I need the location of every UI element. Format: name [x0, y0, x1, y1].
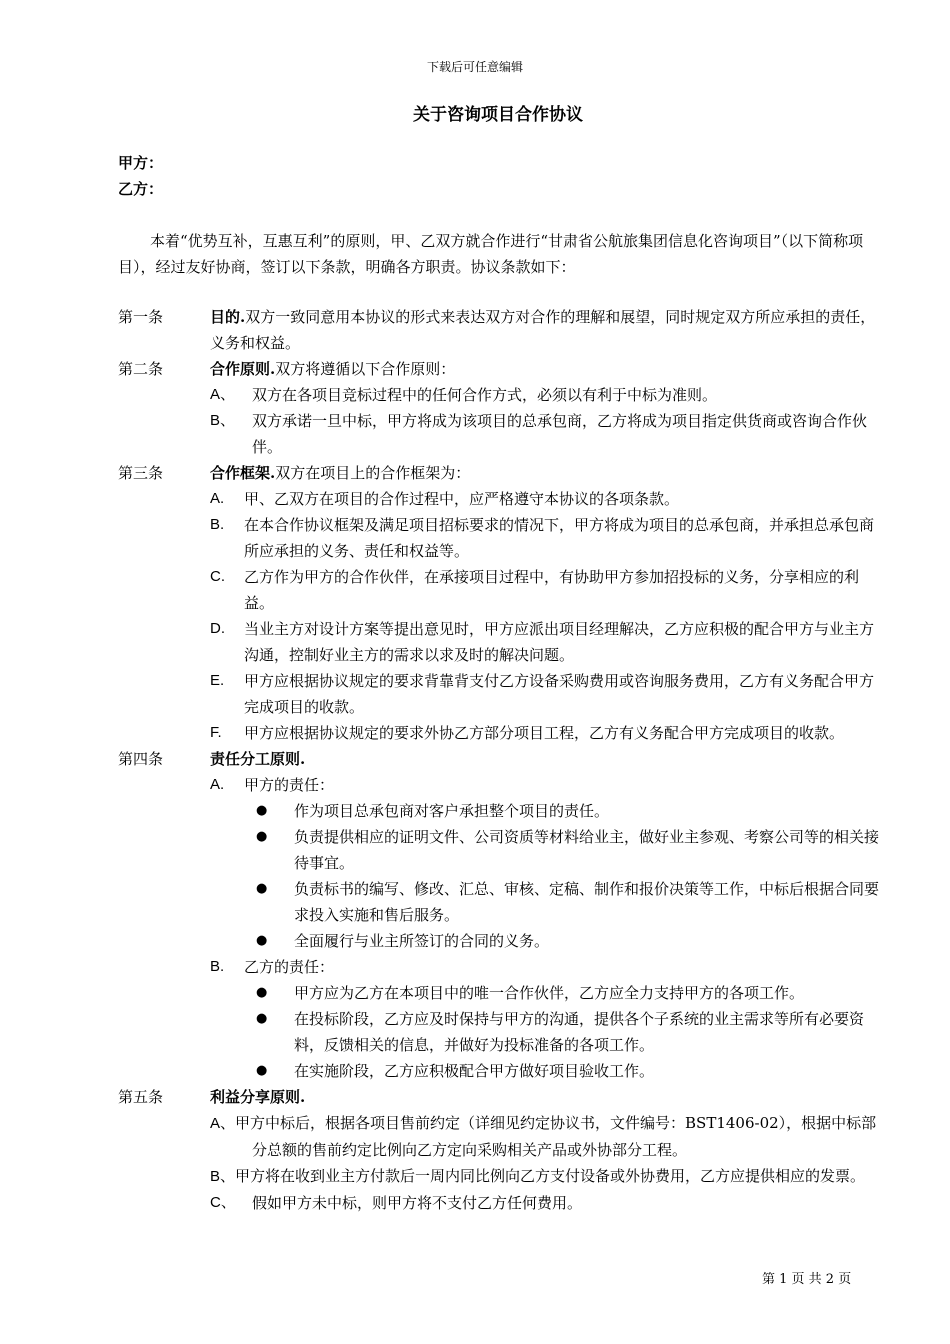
- bullet-item: [118, 928, 880, 954]
- list-item: [118, 954, 880, 980]
- item-text: 乙方作为甲方的合作伙伴，在承接项目过程中，有协助甲方参加招投标的义务，分享相应的利益。: [244, 568, 860, 612]
- bullet-text: 全面履行与业主所签订的合同的义务。: [294, 932, 550, 950]
- article-4: [118, 746, 880, 772]
- item-text: 假如甲方未中标，则甲方将不支付乙方任何费用。: [252, 1194, 583, 1212]
- page-header: 下载后可任意编辑: [426, 60, 523, 74]
- article-number: 第四条: [118, 750, 164, 768]
- list-item: [118, 564, 880, 616]
- party-b-label: 乙方：: [118, 180, 164, 198]
- list-item: [118, 668, 880, 720]
- item-text: 双方在各项目竞标过程中的任何合作方式，必须以有利于中标为准则。: [252, 386, 718, 404]
- party-a-label: 甲方：: [118, 154, 164, 172]
- list-item: [118, 486, 880, 512]
- article-heading: 合作框架.: [210, 464, 276, 482]
- item-text: 双方承诺一旦中标，甲方将成为该项目的总承包商，乙方将成为项目指定供货商或咨询合作伙伴。: [252, 412, 868, 456]
- item-text: 甲方将在收到业主方付款后一周内同比例向乙方支付设备或外协费用，乙方应提供相应的发票。: [235, 1167, 866, 1185]
- item-marker: B.: [210, 516, 225, 533]
- item-text: 甲、乙双方在项目的合作过程中，应严格遵守本协议的各项条款。: [244, 490, 680, 508]
- article-text: 双方一致同意用本协议的形式来表达双方对合作的理解和展望，同时规定双方所应承担的责任，义务和权益。: [210, 308, 876, 352]
- article-number: 第五条: [118, 1088, 164, 1106]
- article-text: 双方将遵循以下合作原则：: [275, 360, 456, 378]
- item-text: 乙方的责任：: [244, 958, 335, 976]
- list-item: [118, 408, 880, 460]
- item-text: 甲方应根据协议规定的要求背靠背支付乙方设备采购费用或咨询服务费用，乙方有义务配合甲方完成项目的收款。: [244, 672, 875, 716]
- article-number: 第三条: [118, 464, 164, 482]
- bullet-item: [118, 1006, 880, 1058]
- item-marker: B.: [210, 958, 225, 975]
- item-marker: B、: [210, 1168, 236, 1185]
- bullet-icon: ●: [256, 881, 268, 896]
- item-marker: F.: [210, 724, 222, 741]
- item-text: 当业主方对设计方案等提出意见时，甲方应派出项目经理解决，乙方应积极的配合甲方与业主方沟通，控制好业主方的需求以求及时的解决问题。: [244, 620, 875, 664]
- article-heading: 目的.: [210, 308, 246, 326]
- list-item: [118, 382, 880, 408]
- document-title: 关于咨询项目合作协议: [413, 105, 583, 125]
- list-item: [118, 1163, 880, 1190]
- bullet-icon: ●: [256, 1063, 268, 1078]
- bullet-icon: ●: [256, 985, 268, 1000]
- page-footer: 第 1 页 共 2 页: [762, 1272, 852, 1287]
- list-item: [118, 1190, 880, 1216]
- item-text: 甲方的责任：: [244, 776, 335, 794]
- articles-section: [118, 304, 880, 1216]
- item-marker: A、: [210, 386, 236, 403]
- article-1: [118, 304, 880, 356]
- item-text: 甲方中标后，根据各项目售前约定（详细见约定协议书，文件编号：BST1406-02），根据中标部分总额的售前约定比例向乙方定向采购相关产品或外协部分工程。: [235, 1114, 877, 1159]
- bullet-item: [118, 798, 880, 824]
- article-text: 双方在项目上的合作框架为：: [275, 464, 471, 482]
- intro-paragraph: 本着“优势互补，互惠互利”的原则，甲、乙双方就合作进行“甘肃省公航旅集团信息化咨询项目”（以下简称项目），经过友好协商，签订以下条款，明确各方职责。协议条款如下：: [118, 232, 864, 276]
- item-text: 甲方应根据协议规定的要求外协乙方部分项目工程，乙方有义务配合甲方完成项目的收款。: [244, 724, 845, 742]
- list-item: [118, 720, 880, 746]
- bullet-icon: ●: [256, 829, 268, 844]
- list-item: [118, 512, 880, 564]
- item-marker: D.: [210, 620, 225, 637]
- bullet-text: 负责标书的编写、修改、汇总、审核、定稿、制作和报价决策等工作，中标后根据合同要求投入实施和售后服务。: [294, 880, 880, 924]
- article-heading: 责任分工原则.: [210, 750, 306, 768]
- bullet-icon: ●: [256, 1011, 268, 1026]
- bullet-item: [118, 980, 880, 1006]
- article-heading: 合作原则.: [210, 360, 276, 378]
- item-marker: B、: [210, 412, 236, 429]
- bullet-icon: ●: [256, 933, 268, 948]
- article-3: [118, 460, 880, 486]
- article-2: [118, 356, 880, 382]
- item-marker: C.: [210, 568, 225, 585]
- bullet-text: 在投标阶段，乙方应及时保持与甲方的沟通，提供各个子系统的业主需求等所有必要资料，反馈相关的信息，并做好为投标准备的各项工作。: [294, 1010, 865, 1054]
- item-text: 在本合作协议框架及满足项目招标要求的情况下，甲方将成为项目的总承包商，并承担总承包商所应承担的义务、责任和权益等。: [244, 516, 875, 560]
- bullet-item: [118, 1058, 880, 1084]
- bullet-item: [118, 876, 880, 928]
- bullet-item: [118, 824, 880, 876]
- item-marker: C、: [210, 1194, 236, 1211]
- item-marker: E.: [210, 672, 225, 689]
- bullet-text: 负责提供相应的证明文件、公司资质等材料给业主，做好业主参观、考察公司等的相关接待事宜。: [294, 828, 880, 872]
- list-item: [118, 772, 880, 798]
- article-number: 第二条: [118, 360, 164, 378]
- bullet-icon: ●: [256, 803, 268, 818]
- list-item: [118, 616, 880, 668]
- bullet-text: 甲方应为乙方在本项目中的唯一合作伙伴，乙方应全力支持甲方的各项工作。: [294, 984, 805, 1002]
- article-number: 第一条: [118, 308, 164, 326]
- bullet-text: 在实施阶段，乙方应积极配合甲方做好项目验收工作。: [294, 1062, 655, 1080]
- article-5: [118, 1084, 880, 1110]
- list-item: [118, 1110, 880, 1163]
- item-marker: A.: [210, 490, 225, 507]
- item-marker: A、: [210, 1115, 236, 1132]
- item-marker: A.: [210, 776, 225, 793]
- bullet-text: 作为项目总承包商对客户承担整个项目的责任。: [294, 802, 610, 820]
- article-heading: 利益分享原则.: [210, 1088, 306, 1106]
